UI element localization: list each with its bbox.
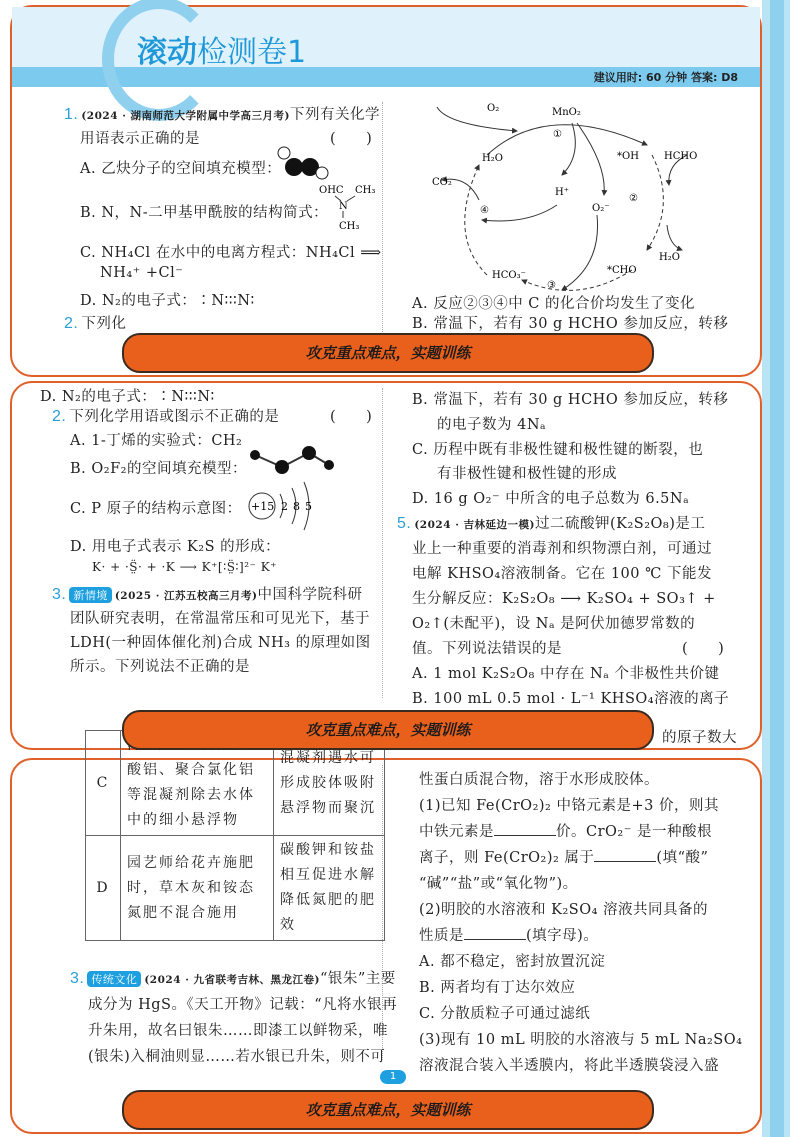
table-cell: 混凝剂遇水可形成胶体吸附悬浮物而聚沉	[274, 731, 385, 836]
page-number: 1	[380, 1070, 406, 1084]
svg-text:③: ③	[547, 280, 556, 291]
svg-text:O₂⁻: O₂⁻	[592, 203, 610, 214]
option-b-q4: B. 常温下，若有 30 g HCHO 参加反应，转移	[412, 392, 729, 408]
reaction-cycle-diagram	[407, 95, 737, 300]
option-d: D. 用电子式表示 K₂S 的形成：	[70, 539, 281, 555]
clipped-line: 的原子数大	[662, 730, 737, 746]
question-2-title: 2. 下列化	[64, 315, 127, 332]
option-b: B. O₂F₂的空间填充模型：	[70, 461, 247, 477]
option-b-q5: B. 100 mL 0.5 mol · L⁻¹ KHSO₄溶液的离子	[412, 691, 730, 707]
svg-text:CH₃: CH₃	[339, 221, 360, 232]
svg-text:H₂O: H₂O	[659, 252, 680, 263]
question-5-line: O₂↑(未配平)，设 Nₐ 是阿伏加德罗常数的	[412, 616, 696, 632]
question-2-title: 2. 下列化学用语或图示不正确的是	[52, 408, 280, 425]
svg-text:HCO₃⁻: HCO₃⁻	[492, 270, 526, 281]
option-b: B. N，N-二甲基甲酰胺的结构简式：	[80, 205, 329, 221]
option-d-clipped: D. N₂的电子式：∶N∶∶∶N∶	[40, 389, 215, 405]
option-a: A. 1-丁烯的实验式：CH₂	[70, 433, 243, 449]
text-line: “碱”“盐”或“氧化物”)。	[419, 876, 578, 892]
options-table	[85, 730, 385, 941]
option-c-q4: C. 历程中既有非极性键和极性键的断裂，也	[412, 442, 704, 458]
option-a: A. 乙炔分子的空间填充模型：	[80, 161, 282, 177]
card-1	[10, 5, 762, 377]
question-3-line: (银朱)入桐油则显……若水银已升朱，则不可	[88, 1049, 386, 1065]
question-3-title: 3. 传统文化 (2024 · 九省联考吉林、黑龙江卷)“银朱”主要	[70, 970, 396, 987]
option-b: B. 两者均有丁达尔效应	[419, 980, 576, 996]
option-b-q4: B. 常温下，若有 30 g HCHO 参加反应，转移	[412, 316, 729, 332]
svg-text:H₂O: H₂O	[482, 153, 503, 164]
svg-text:+15: +15	[251, 500, 275, 513]
question-5-line: 值。下列说法错误的是	[412, 641, 562, 657]
question-3-line: 升朱用，故名曰银朱……即漆工以鲜物采，唯	[88, 1023, 388, 1039]
svg-text:*OH: *OH	[617, 151, 639, 162]
question-1-title: 1. (2024 · 湖南师范大学附属中学高三月考)下列有关化学	[64, 106, 380, 123]
slogan-banner: 攻克重点难点，实题训练	[122, 1090, 654, 1130]
option-c: C. NH₄Cl 在水中的电离方程式：NH₄Cl ⟹	[80, 245, 382, 261]
table-cell: 园艺师给花卉施肥时，草木灰和铵态氮肥不混合施用	[121, 836, 274, 941]
option-d: D. N₂的电子式：∶N∶∶∶N∶	[80, 293, 255, 309]
question-3-line: 团队研究表明，在常温常压和可见光下，基于	[70, 611, 370, 627]
question-3-line: 成分为 HgS。《天工开物》记载：“凡将水银再	[88, 997, 398, 1013]
answer-blank[interactable]	[594, 861, 656, 862]
p-atom-structure	[248, 480, 328, 532]
table-row	[86, 836, 385, 941]
svg-text:N: N	[339, 201, 348, 212]
text-line: (1)已知 Fe(CrO₂)₂ 中铬元素是+3 价，则其	[419, 798, 719, 814]
answer-paren: ( )	[330, 131, 373, 147]
table-cell: 碳酸钾和铵盐相互促进水解降低氮肥的肥效	[274, 836, 385, 941]
table-cell: D	[86, 836, 121, 941]
option-c: C. 分散质粒子可通过滤纸	[419, 1006, 591, 1022]
svg-text:②: ②	[629, 193, 638, 204]
question-1-line: 用语表示正确的是	[80, 131, 200, 147]
page-title: 滚动检测卷1	[137, 35, 307, 70]
text-line: 离子，则 Fe(CrO₂)₂ 属于 (填“酸”	[419, 850, 709, 866]
answer-paren: ( )	[330, 409, 373, 425]
text-line: 性蛋白质混合物，溶于水形成胶体。	[419, 772, 659, 788]
option-b-q4-cont: 的电子数为 4Nₐ	[437, 417, 547, 433]
o2f2-model-icon	[247, 445, 337, 485]
question-5-line: 生分解反应：K₂S₂O₈ ⟶ K₂SO₄ + SO₃↑ +	[412, 591, 716, 607]
text-line: 性质是 (填字母)。	[419, 928, 599, 944]
option-d-q4: D. 16 g O₂⁻ 中所含的电子总数为 6.5Nₐ	[412, 491, 690, 507]
svg-text:CH₃: CH₃	[355, 185, 376, 196]
dmf-structure	[317, 183, 382, 235]
svg-text:HCHO: HCHO	[664, 151, 698, 162]
option-a-q5: A. 1 mol K₂S₂O₈ 中存在 Nₐ 个非极性共价键	[412, 666, 720, 682]
question-3-title: 3. 新情境 (2025 · 江苏五校高三月考)中国科学院科研	[52, 586, 363, 603]
svg-text:5: 5	[305, 500, 312, 513]
column-divider	[382, 102, 383, 332]
card-3	[10, 749, 762, 1134]
answer-blank[interactable]	[464, 939, 526, 940]
question-3-line: 所示。下列说法不正确的是	[70, 659, 250, 675]
svg-text:8: 8	[293, 500, 300, 513]
k2s-formation-equation: K· + ·S̤̈· + ·K ⟶ K⁺[∶S̤̈∶]²⁻ K⁺	[92, 560, 277, 574]
svg-text:④: ④	[480, 205, 489, 216]
side-strip-inner	[770, 0, 784, 1137]
question-5-line: 业上一种重要的消毒剂和织物漂白剂，可通过	[412, 541, 712, 557]
question-5-line: 电解 KHSO₄溶液制备。它在 100 ℃ 下能发	[412, 566, 712, 582]
question-3-line: LDH(一种固体催化剂)合成 NH₃ 的原理如图	[70, 635, 371, 651]
acetylene-model-icon	[274, 143, 334, 179]
option-c: C. P 原子的结构示意图：	[70, 501, 242, 517]
option-c-q4-cont: 有非极性键和极性键的形成	[437, 466, 617, 482]
slogan-banner: 攻克重点难点，实题训练	[122, 710, 654, 750]
svg-text:CO₂: CO₂	[432, 177, 452, 188]
question-5-title: 5. (2024 · 吉林延边一模)过二硫酸钾(K₂S₂O₈)是工	[397, 515, 706, 532]
answer-paren: ( )	[682, 641, 725, 657]
text-line: 溶液混合装入半透膜内，将此半透膜袋浸入盛	[419, 1058, 719, 1074]
svg-text:①: ①	[553, 129, 562, 140]
table-cell: 酸铝、聚合氯化铝等混凝剂除去水体中的细小悬浮物	[121, 731, 274, 836]
column-divider	[382, 388, 383, 698]
card-2	[10, 381, 762, 750]
table-cell: C	[86, 731, 121, 836]
option-a: A. 都不稳定，密封放置沉淀	[419, 954, 606, 970]
text-line: (2)明胶的水溶液和 K₂SO₄ 溶液共同具备的	[419, 902, 709, 918]
answer-blank[interactable]	[494, 835, 556, 836]
svg-text:MnO₂: MnO₂	[552, 107, 581, 118]
text-line: (3)现有 10 mL 明胶的水溶液与 5 mL Na₂SO₄	[419, 1032, 743, 1048]
svg-text:OHC: OHC	[319, 185, 344, 196]
time-answer-info: 建议用时: 60 分钟 答案: D8	[593, 71, 738, 84]
svg-text:O₂: O₂	[487, 103, 500, 114]
svg-text:H⁺: H⁺	[555, 187, 569, 198]
svg-text:2: 2	[281, 500, 288, 513]
svg-text:*CHO: *CHO	[607, 265, 637, 276]
text-line: 中铁元素是 价。CrO₂⁻ 是一种酸根	[419, 824, 712, 840]
option-c-cont: NH₄⁺ +Cl⁻	[100, 265, 184, 281]
option-a-q4: A. 反应②③④中 C 的化合价均发生了变化	[412, 296, 696, 312]
slogan-banner: 攻克重点难点，实题训练	[122, 333, 654, 373]
